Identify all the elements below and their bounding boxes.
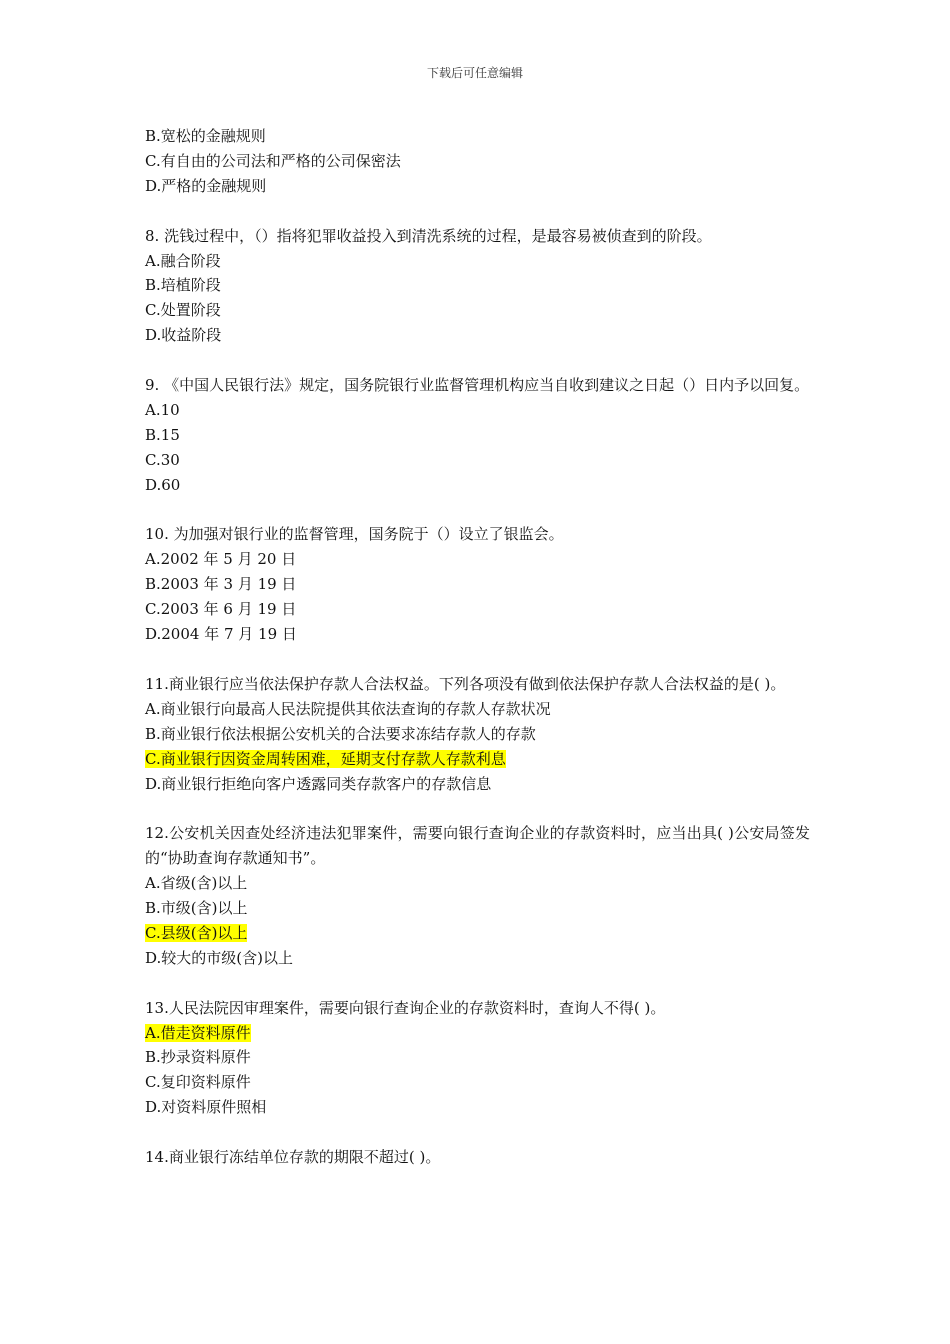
answer-option-text: D.60 — [145, 475, 181, 494]
answer-option — [145, 547, 810, 572]
answer-option-text: B.15 — [145, 425, 180, 444]
question-block — [145, 522, 810, 647]
question-block — [145, 996, 810, 1121]
answer-option — [145, 249, 810, 274]
question-text: 14.商业银行冻结单位存款的期限不超过( )。 — [145, 1148, 441, 1167]
answer-option — [145, 772, 810, 797]
question-text: 10. 为加强对银行业的监督管理，国务院于（）设立了银监会。 — [145, 525, 564, 544]
answer-option-text: D.严格的金融规则 — [145, 176, 267, 195]
answer-option-text: B.市级(含)以上 — [145, 899, 248, 918]
answer-option — [145, 473, 810, 498]
answer-option — [145, 921, 810, 946]
answer-option-text: A.省级(含)以上 — [145, 874, 248, 893]
highlighted-answer-text: C.商业银行因资金周转困难，延期支付存款人存款利息 — [145, 749, 506, 768]
answer-option — [145, 423, 810, 448]
question-text: 8. 洗钱过程中，（）指将犯罪收益投入到清洗系统的过程，是最容易被侦查到的阶段。 — [145, 226, 712, 245]
page-header: 下载后可任意编辑 — [426, 66, 523, 80]
question-text: 9. 《中国人民银行法》规定，国务院银行业监督管理机构应当自收到建议之日起（）日内予以回复。 — [145, 376, 810, 395]
answer-option — [145, 946, 810, 971]
answer-option-text: D.商业银行拒绝向客户透露同类存款客户的存款信息 — [145, 774, 492, 793]
answer-option-text: B.2003 年 3 月 19 日 — [145, 575, 297, 594]
answer-option — [145, 298, 810, 323]
answer-option — [145, 448, 810, 473]
answer-option-text: D.对资料原件照相 — [145, 1098, 267, 1117]
question-block — [145, 124, 810, 199]
answer-option-text: C.有自由的公司法和严格的公司保密法 — [145, 151, 401, 170]
answer-option — [145, 174, 810, 199]
question-text: 12.公安机关因查处经济违法犯罪案件，需要向银行查询企业的存款资料时，应当出具( )公安局签发的“协助查询存款通知书”。 — [145, 824, 810, 868]
answer-option-text: D.较大的市级(含)以上 — [145, 948, 293, 967]
question-block — [145, 821, 810, 970]
answer-option-text: A.商业银行向最高人民法院提供其依法查询的存款人存款状况 — [145, 699, 551, 718]
answer-option — [145, 1021, 810, 1046]
highlighted-answer-text: A.借走资料原件 — [145, 1023, 251, 1042]
answer-option — [145, 1070, 810, 1095]
question-text: 11.商业银行应当依法保护存款人合法权益。下列各项没有做到依法保护存款人合法权益的是( )。 — [145, 674, 786, 693]
answer-option — [145, 323, 810, 348]
highlighted-answer-text: C.县级(含)以上 — [145, 923, 248, 942]
answer-option-text: A.10 — [145, 400, 180, 419]
question-block — [145, 373, 810, 498]
question-block — [145, 224, 810, 349]
answer-option-text: D.收益阶段 — [145, 326, 222, 345]
question-block — [145, 1145, 810, 1170]
question-text: 13.人民法院因审理案件，需要向银行查询企业的存款资料时，查询人不得( )。 — [145, 998, 666, 1017]
answer-option — [145, 1095, 810, 1120]
answer-option — [145, 722, 810, 747]
answer-option — [145, 622, 810, 647]
question-block — [145, 672, 810, 797]
answer-option — [145, 597, 810, 622]
answer-option-text: B.商业银行依法根据公安机关的合法要求冻结存款人的存款 — [145, 724, 536, 743]
answer-option-text: A.2002 年 5 月 20 日 — [145, 550, 297, 569]
answer-option-text: C.2003 年 6 月 19 日 — [145, 600, 297, 619]
answer-option — [145, 697, 810, 722]
answer-option — [145, 747, 810, 772]
answer-option — [145, 398, 810, 423]
answer-option — [145, 273, 810, 298]
answer-option-text: C.30 — [145, 450, 180, 469]
answer-option — [145, 149, 810, 174]
answer-option — [145, 871, 810, 896]
answer-option-text: C.处置阶段 — [145, 301, 221, 320]
answer-option-text: B.宽松的金融规则 — [145, 127, 266, 145]
answer-option-text: B.培植阶段 — [145, 276, 221, 295]
answer-option-text: A.融合阶段 — [145, 251, 221, 270]
answer-option — [145, 1045, 810, 1070]
answer-option — [145, 124, 810, 149]
answer-option-text: B.抄录资料原件 — [145, 1048, 251, 1067]
answer-option-text: D.2004 年 7 月 19 日 — [145, 625, 297, 644]
answer-option — [145, 572, 810, 597]
answer-option-text: C.复印资料原件 — [145, 1073, 251, 1092]
document-body — [145, 124, 810, 1170]
answer-option — [145, 896, 810, 921]
